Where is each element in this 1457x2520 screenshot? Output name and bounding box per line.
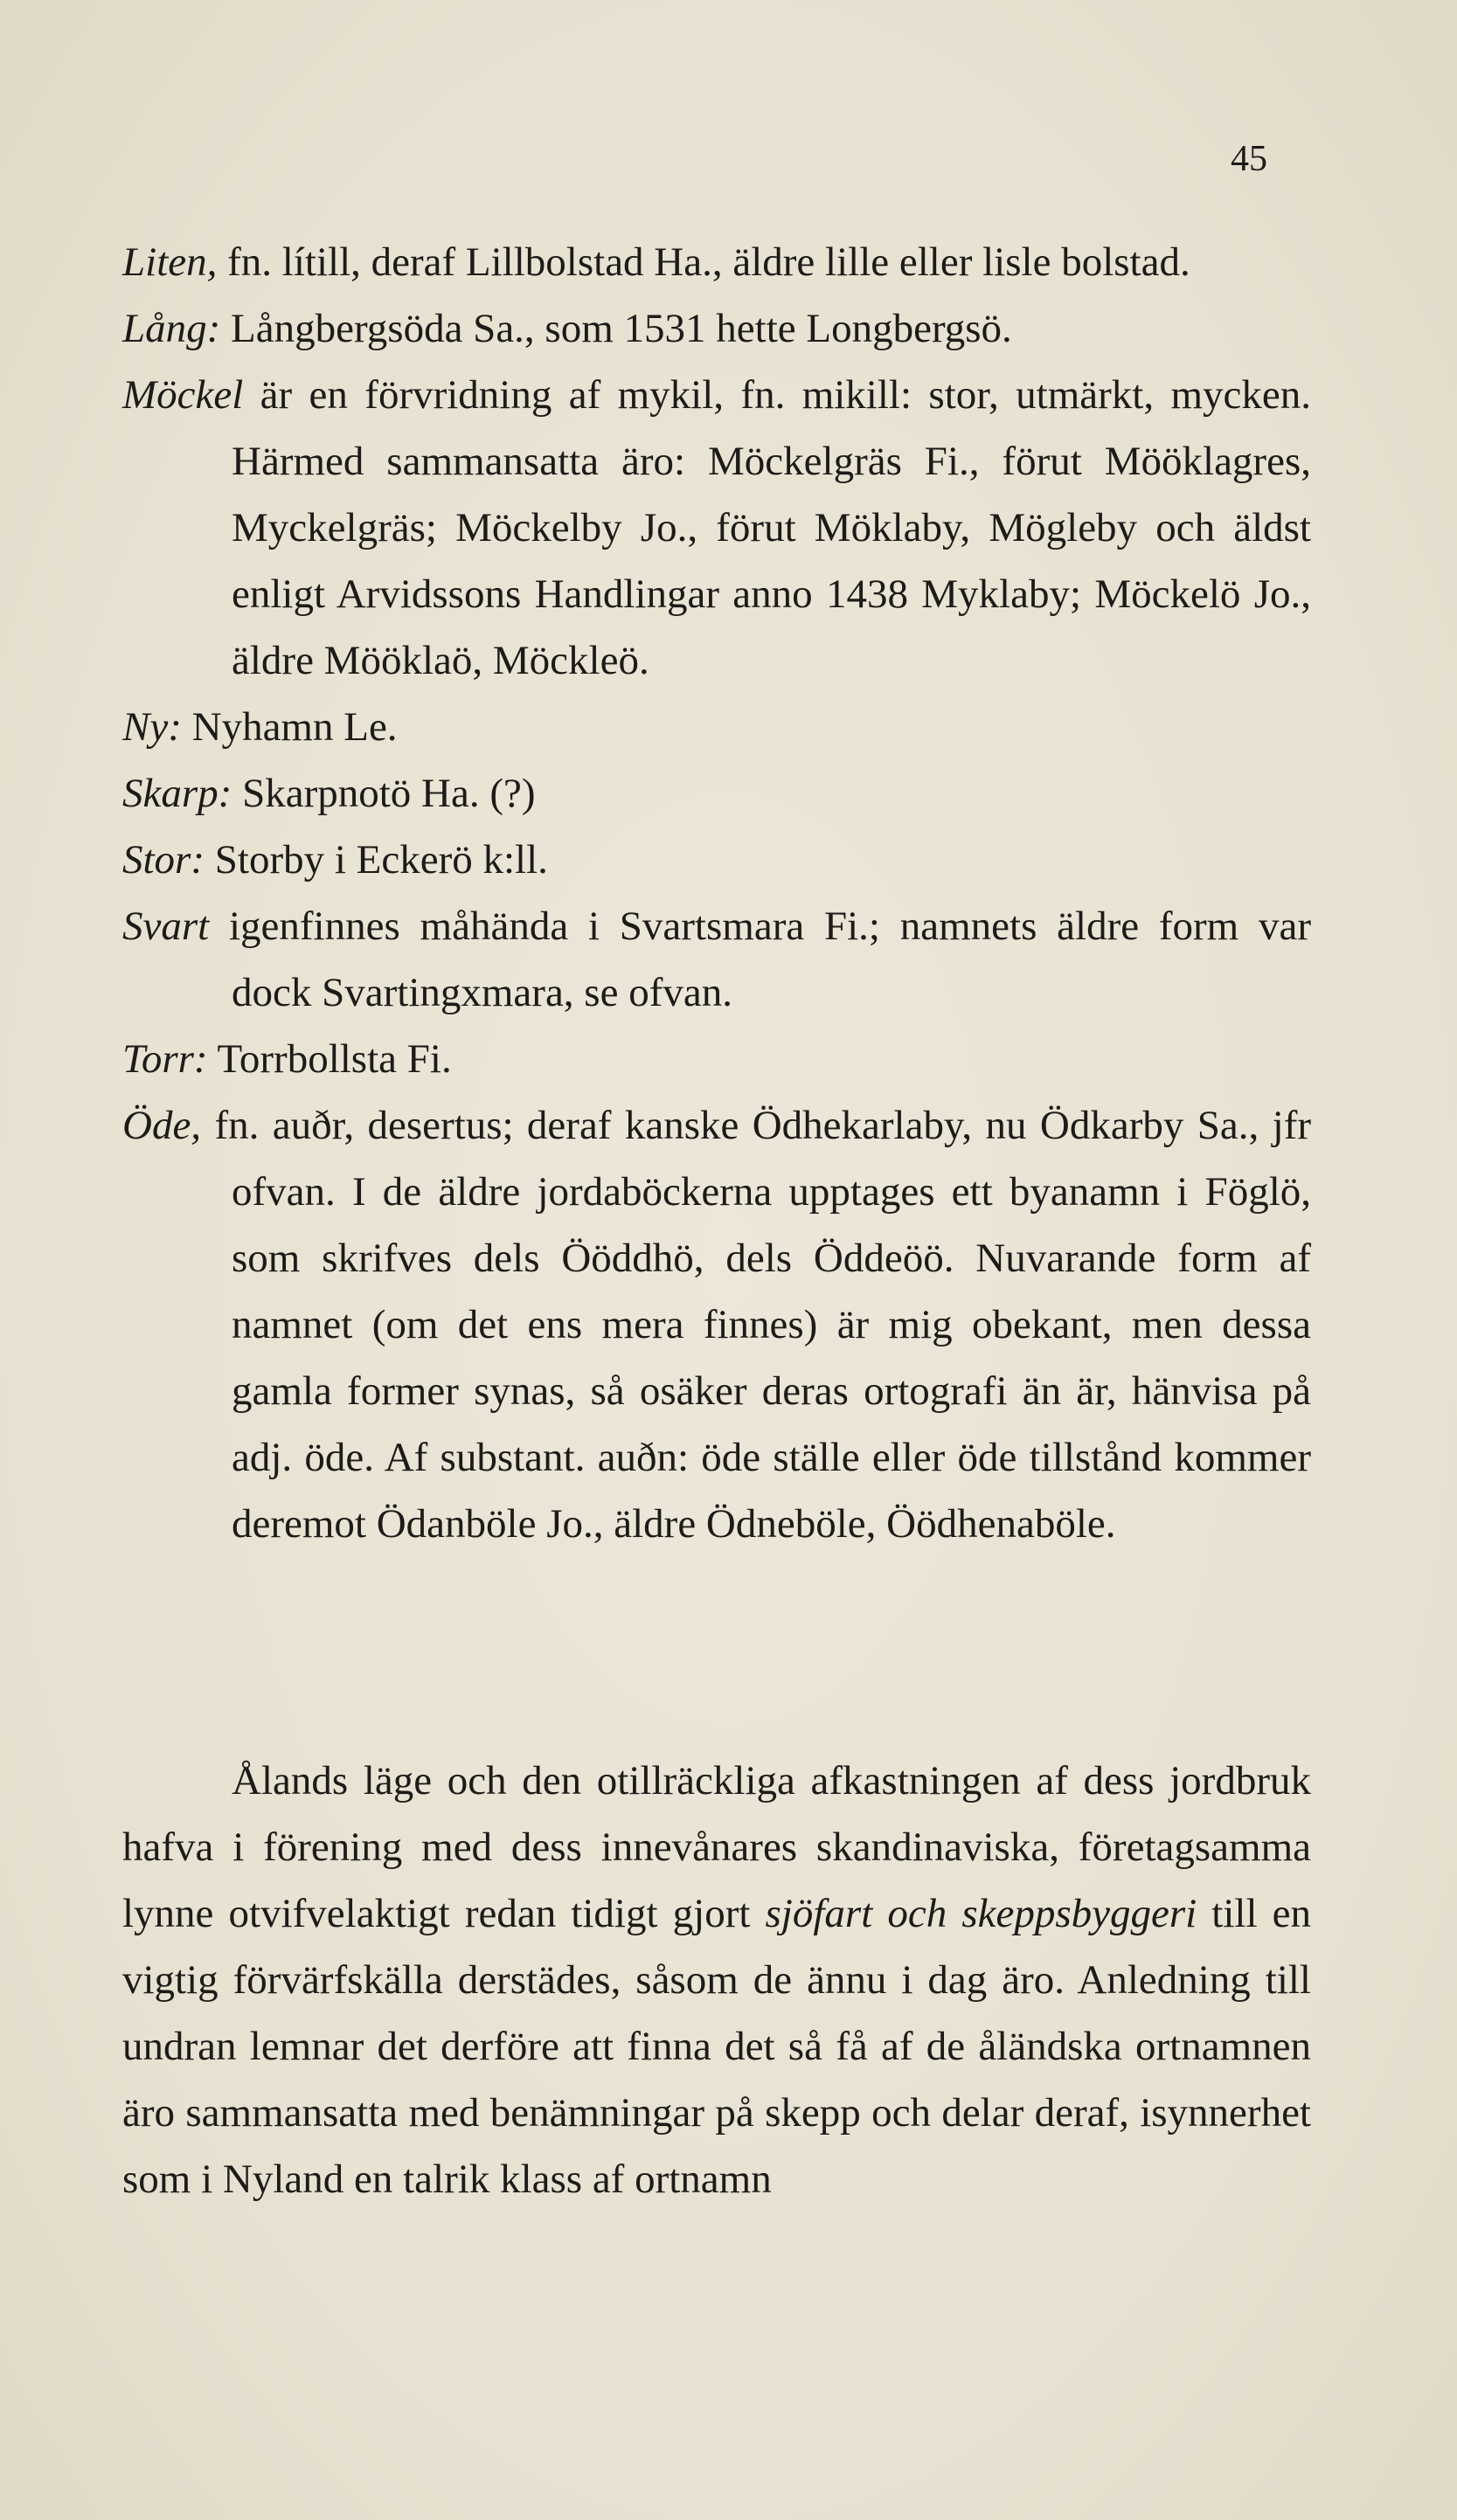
entry-headword: Ny: <box>122 704 182 750</box>
glossary-entry <box>122 295 1311 362</box>
glossary-entry <box>122 1092 1311 1557</box>
entry-text: Torrbollsta Fi. <box>207 1036 452 1082</box>
paragraph-text: Ålands läge och den otillräckliga afkastningen af dess jordbruk hafva i förening med dess innevånares skandinaviska, företagsamma lynne otvifvelaktigt redan tidigt gjort <box>122 1758 1311 1936</box>
glossary-entry <box>122 827 1311 893</box>
entry-text: Skarpnotö Ha. (?) <box>232 771 536 816</box>
glossary-entry <box>122 362 1311 694</box>
entry-headword: Lång: <box>122 306 221 351</box>
glossary-entry <box>122 760 1311 827</box>
entry-headword: Stor: <box>122 837 205 883</box>
entry-text: är en förvridning af mykil, fn. mikill: stor, utmärkt, mycken. Härmed sammansatta äro: Möckelgräs Fi., förut Mööklagres, Myckelgräs; Möckelby Jo., förut Möklaby, Mögleby och äldst enligt Arvidssons Handlingar anno 1438 Myklaby; Möckelö Jo., äldre Mööklaö, Möckleö. <box>232 372 1311 683</box>
page-number: 45 <box>1231 139 1267 179</box>
paragraph-italic-text: sjöfart och skeppsbyggeri <box>765 1891 1197 1936</box>
entry-text: igenfinnes måhända i Svartsmara Fi.; namnets äldre form var dock Svartingxmara, se ofvan. <box>209 903 1311 1015</box>
entry-headword: Torr: <box>122 1036 208 1082</box>
entry-text: Storby i Eckerö k:ll. <box>205 837 548 883</box>
glossary-entry <box>122 1026 1311 1092</box>
entry-headword: Liten, <box>122 239 218 285</box>
glossary-entry <box>122 893 1311 1026</box>
glossary-entries <box>122 229 1311 1557</box>
entry-text: Långbergsöda Sa., som 1531 hette Longbergsö. <box>220 306 1012 351</box>
body-paragraph <box>122 1748 1311 2212</box>
glossary-entry <box>122 694 1311 760</box>
entry-headword: Öde, <box>122 1103 202 1148</box>
paragraph-text: till en vigtig förvärfskälla derstädes, såsom de ännu i dag äro. Anledning till undran lemnar det derföre att finna det så få af de åländska ortnamnen äro sammansatta med benämningar på skepp och delar deraf, isynnerhet som i Nyland en talrik klass af ortnamn <box>122 1891 1311 2202</box>
entry-text: fn. auðr, desertus; deraf kanske Ödhekarlaby, nu Ödkarby Sa., jfr ofvan. I de äldre jordaböckerna upptages ett byanamn i Föglö, som skrifves dels Ööddhö, dels Öddeöö. Nuvarande form af namnet (om det ens mera finnes) är mig obekant, men dessa gamla former synas, så osäker deras ortografi än är, hänvisa på adj. öde. Af substant. auðn: öde ställe eller öde tillstånd kommer deremot Ödanböle Jo., äldre Ödneböle, Öödhenaböle. <box>201 1103 1311 1547</box>
entry-text: fn. lítill, deraf Lillbolstad Ha., äldre lille eller lisle bolstad. <box>217 239 1190 285</box>
entry-text: Nyhamn Le. <box>181 704 398 750</box>
entry-headword: Skarp: <box>122 771 232 816</box>
entry-headword: Svart <box>122 903 210 949</box>
glossary-entry <box>122 229 1311 295</box>
entry-headword: Möckel <box>122 372 244 418</box>
